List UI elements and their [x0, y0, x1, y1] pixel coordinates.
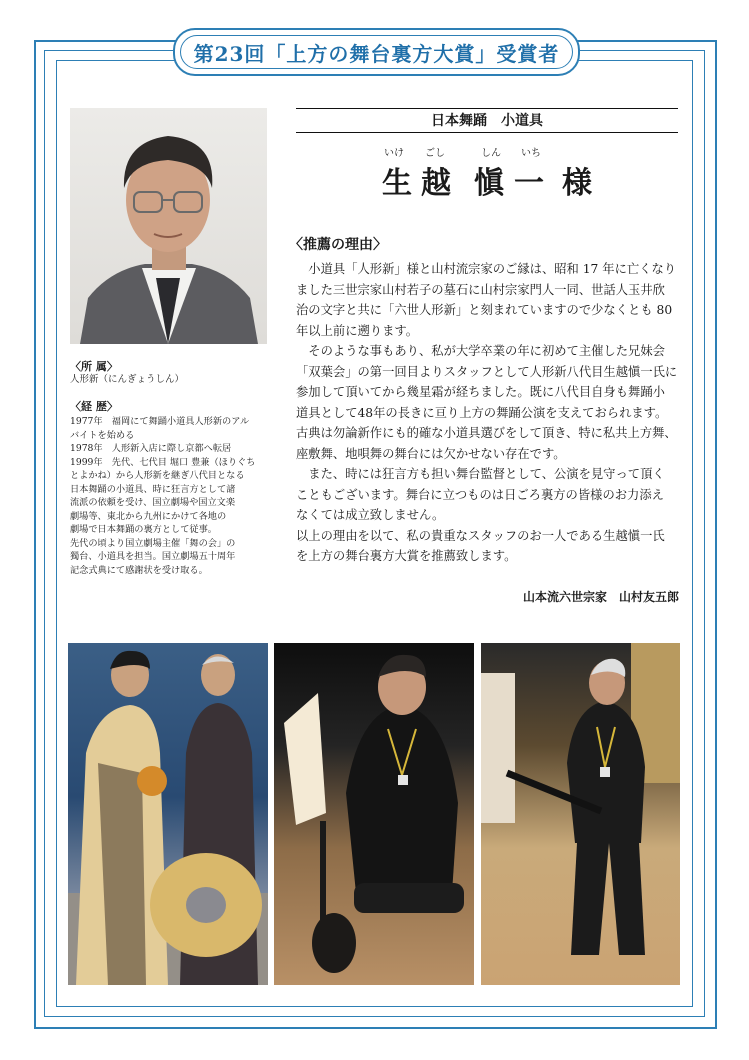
- reason-heading: 〈推薦の理由〉: [289, 237, 387, 253]
- recipient-name-char: 生: [382, 166, 412, 201]
- career-line: 先代の頃より国立劇場主催「舞の会」の: [70, 537, 236, 549]
- reason-line: 参加して頂いてから幾星霜が経ちました。既に八代目自身も舞踊小: [296, 385, 665, 399]
- career-list: [70, 415, 275, 577]
- career-line: 1999年 先代、七代目 堀口 豊兼（ほりぐち: [70, 456, 256, 468]
- award-category: 日本舞踊 小道具: [431, 113, 543, 129]
- name-ruby: いち: [521, 148, 541, 159]
- stage-photo-1: [68, 643, 268, 985]
- reason-line: なくては成立致しません。: [296, 508, 445, 522]
- reason-line: ました三世宗家山村若子の墓石に山村宗家門人一同、世話人玉井欣: [296, 282, 665, 297]
- career-heading: 〈経 歴〉: [70, 400, 118, 413]
- reason-line: を上方の舞台裏方大賞を推薦致します。: [296, 549, 517, 563]
- name-ruby: ごし: [425, 148, 445, 159]
- name-ruby: しん: [481, 148, 501, 159]
- career-heading-block: [70, 400, 270, 413]
- reason-line: 治の文字と共に「六世人形新」と刻まれていますので少なくとも 80: [296, 303, 673, 317]
- reason-body: [296, 259, 684, 567]
- honorific: 様: [562, 166, 592, 201]
- reason-line: 道具として48年の長きに亘り上方の舞踊公演を支えておられます。: [296, 405, 668, 420]
- career-line: 劇場等、東北から九州にかけて各地の: [70, 510, 227, 522]
- reason-line: 以上の理由を以て、私の貴重なスタッフのお一人である生越愼一氏: [296, 528, 665, 543]
- reason-line: 古典は勿論新作にも的確な小道具選びをして頂き、特に私共上方舞、: [296, 426, 677, 440]
- name-ruby: いけ: [384, 148, 404, 159]
- signature: 山本流六世宗家 山村友五郎: [522, 590, 679, 604]
- category-rule-top: [296, 108, 678, 109]
- career-line: 日本舞踊の小道具、時に狂言方として諸: [70, 483, 236, 495]
- career-line: 1977年 福岡にて舞踊小道具人形新のアル: [70, 416, 250, 427]
- recipient-name-char: 越: [421, 166, 451, 201]
- affiliation-section: [70, 360, 270, 386]
- recipient-name-char: 愼: [474, 166, 504, 201]
- reason-line: 「双葉会」の第一回目よりスタッフとして人形新八代目生越愼一氏に: [296, 364, 678, 379]
- category-rule-bottom: [296, 132, 678, 133]
- stage-photo-3: [481, 643, 680, 985]
- reason-line: 座敷舞、地唄舞の舞台には欠かせない存在です。: [296, 446, 566, 461]
- reason-line: こともございます。舞台に立つものは日ごろ裏方の皆様のお力添え: [296, 487, 664, 502]
- career-line: 劇場で日本舞踊の裏方として従事。: [70, 524, 217, 535]
- affiliation-value: 人形新（にんぎょうしん）: [70, 374, 185, 385]
- career-line: 獨台、小道具を担当。国立劇場五十周年: [70, 551, 236, 562]
- portrait-photo: [70, 108, 267, 344]
- title-badge: [173, 28, 580, 76]
- stage-photo-2: [274, 643, 474, 985]
- reason-line: また、時には狂言方も担い舞台監督として、公演を見守って頂く: [308, 467, 665, 481]
- career-line: 記念式典にて感謝状を受け取る。: [70, 564, 208, 576]
- affiliation-heading: 〈所 属〉: [70, 360, 118, 373]
- career-line: とよかね）から人形新を継ぎ八代目となる: [70, 470, 245, 481]
- career-line: 1978年 人形新入店に際し京都へ転居: [70, 443, 232, 454]
- recipient-name-char: 一: [514, 166, 544, 201]
- reason-line: そのような事もあり、私が大学卒業の年に初めて主催した兄妹会: [308, 344, 665, 358]
- reason-line: 小道具「人形新」様と山村流宗家のご縁は、昭和 17 年に亡くなり: [308, 262, 677, 276]
- page-title: 第23回「上方の舞台裏方大賞」受賞者: [193, 41, 560, 66]
- reason-line: 年以上前に遡ります。: [296, 323, 418, 338]
- career-line: バイトを始める: [70, 429, 135, 441]
- career-line: 流派の依頼を受け、国立劇場や国立文楽: [70, 497, 236, 508]
